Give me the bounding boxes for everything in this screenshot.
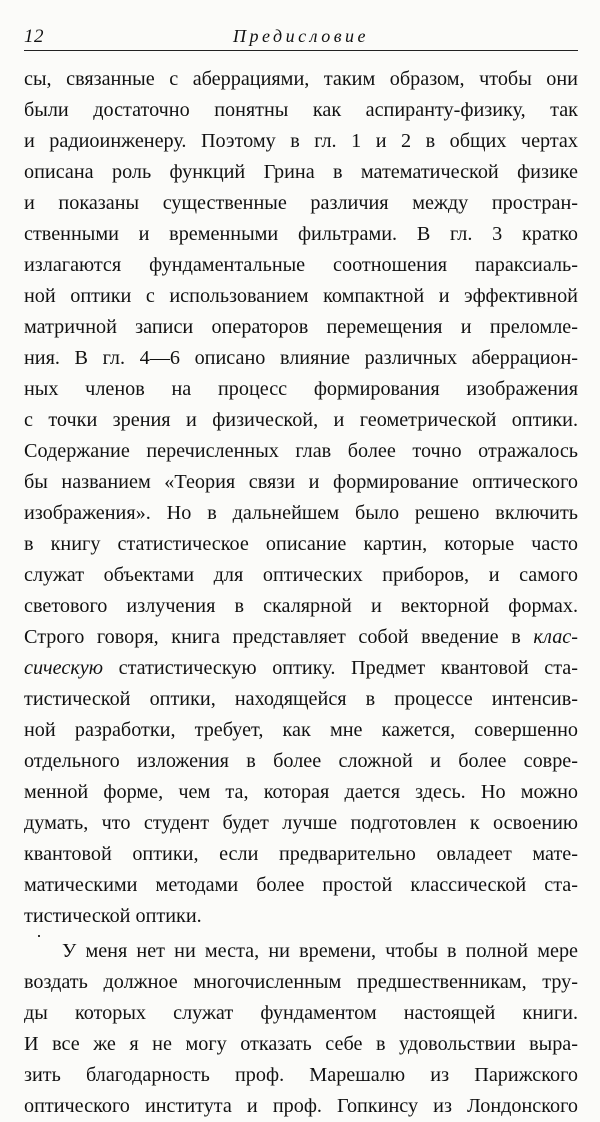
- text-line: служат объектами для оптических приборов, и самого: [24, 564, 578, 586]
- text-line: ды которых служат фундаментом настоящей книги.: [24, 1002, 578, 1024]
- text-line: ния. В гл. 4—6 описано влияние различных аберрацион-: [24, 347, 578, 369]
- text-line: сы, связанные с аберрациями, таким образом, чтобы они: [24, 68, 578, 90]
- text-line: менной форме, чем та, которая дается здесь. Но можно: [24, 781, 578, 803]
- text-line: зить благодарность проф. Марешалю из Парижского: [24, 1064, 578, 1086]
- text-line: описана роль функций Грина в математической физике: [24, 161, 578, 183]
- print-speck: [38, 935, 40, 937]
- paragraph-1: [24, 64, 578, 932]
- text-line: ственными и временными фильтрами. В гл. 3 кратко: [24, 223, 578, 245]
- italic-term: клас-: [533, 626, 578, 648]
- text-line: оптического института и проф. Гопкинсу из Лондонского: [24, 1095, 578, 1117]
- page-header: [24, 22, 578, 50]
- text-line: светового излучения в скалярной и векторной формах.: [24, 595, 578, 617]
- text-line: Содержание перечисленных глав более точно отражалось: [24, 440, 578, 462]
- text-line: тистической оптики.: [24, 905, 202, 927]
- text-line: матическими методами более простой классической ста-: [24, 874, 578, 896]
- text-line: У меня нет ни места, ни времени, чтобы в полной мере: [62, 940, 578, 962]
- header-rule: [24, 50, 578, 51]
- text-line: тистической оптики, находящейся в процессе интенсив-: [24, 688, 578, 710]
- text-line: и радиоинженеру. Поэтому в гл. 1 и 2 в общих чертах: [24, 130, 578, 152]
- text-line: [24, 653, 578, 684]
- text-line: ной оптики с использованием компактной и эффективной: [24, 285, 578, 307]
- text-line: [24, 622, 578, 653]
- text-line: отдельного изложения в более сложной и более совре-: [24, 750, 578, 772]
- text-run: Строго говоря, книга представляет собой введение в: [24, 626, 534, 648]
- text-line: бы названием «Теория связи и формирование оптического: [24, 471, 578, 493]
- text-line: в книгу статистическое описание картин, которые часто: [24, 533, 578, 555]
- text-line: воздать должное многочисленным предшественникам, тру-: [24, 971, 578, 993]
- italic-term: сическую: [24, 657, 103, 679]
- text-line: с точки зрения и физической, и геометрической оптики.: [24, 409, 578, 431]
- text-line: квантовой оптики, если предварительно овладеет мате-: [24, 843, 578, 865]
- body-text: [24, 64, 578, 1122]
- text-run: статистическую оптику. Предмет квантовой ста-: [102, 657, 578, 679]
- text-line: изображения». Но в дальнейшем было решено включить: [24, 502, 578, 524]
- text-line: излагаются фундаментальные соотношения параксиаль-: [24, 254, 578, 276]
- text-line: думать, что студент будет лучше подготовлен к освоению: [24, 812, 578, 834]
- text-line: ной разработки, требует, как мне кажется, совершенно: [24, 719, 578, 741]
- running-title: Предисловие: [232, 26, 369, 46]
- text-line: И все же я не могу отказать себе в удовольствии выра-: [24, 1033, 578, 1055]
- page-number: 12: [24, 26, 44, 47]
- text-line: матричной записи операторов перемещения и преломле-: [24, 316, 578, 338]
- text-line: ных членов на процесс формирования изображения: [24, 378, 578, 400]
- text-line: были достаточно понятны как аспиранту-физику, так: [24, 99, 578, 121]
- text-line: и показаны существенные различия между простран-: [24, 192, 578, 214]
